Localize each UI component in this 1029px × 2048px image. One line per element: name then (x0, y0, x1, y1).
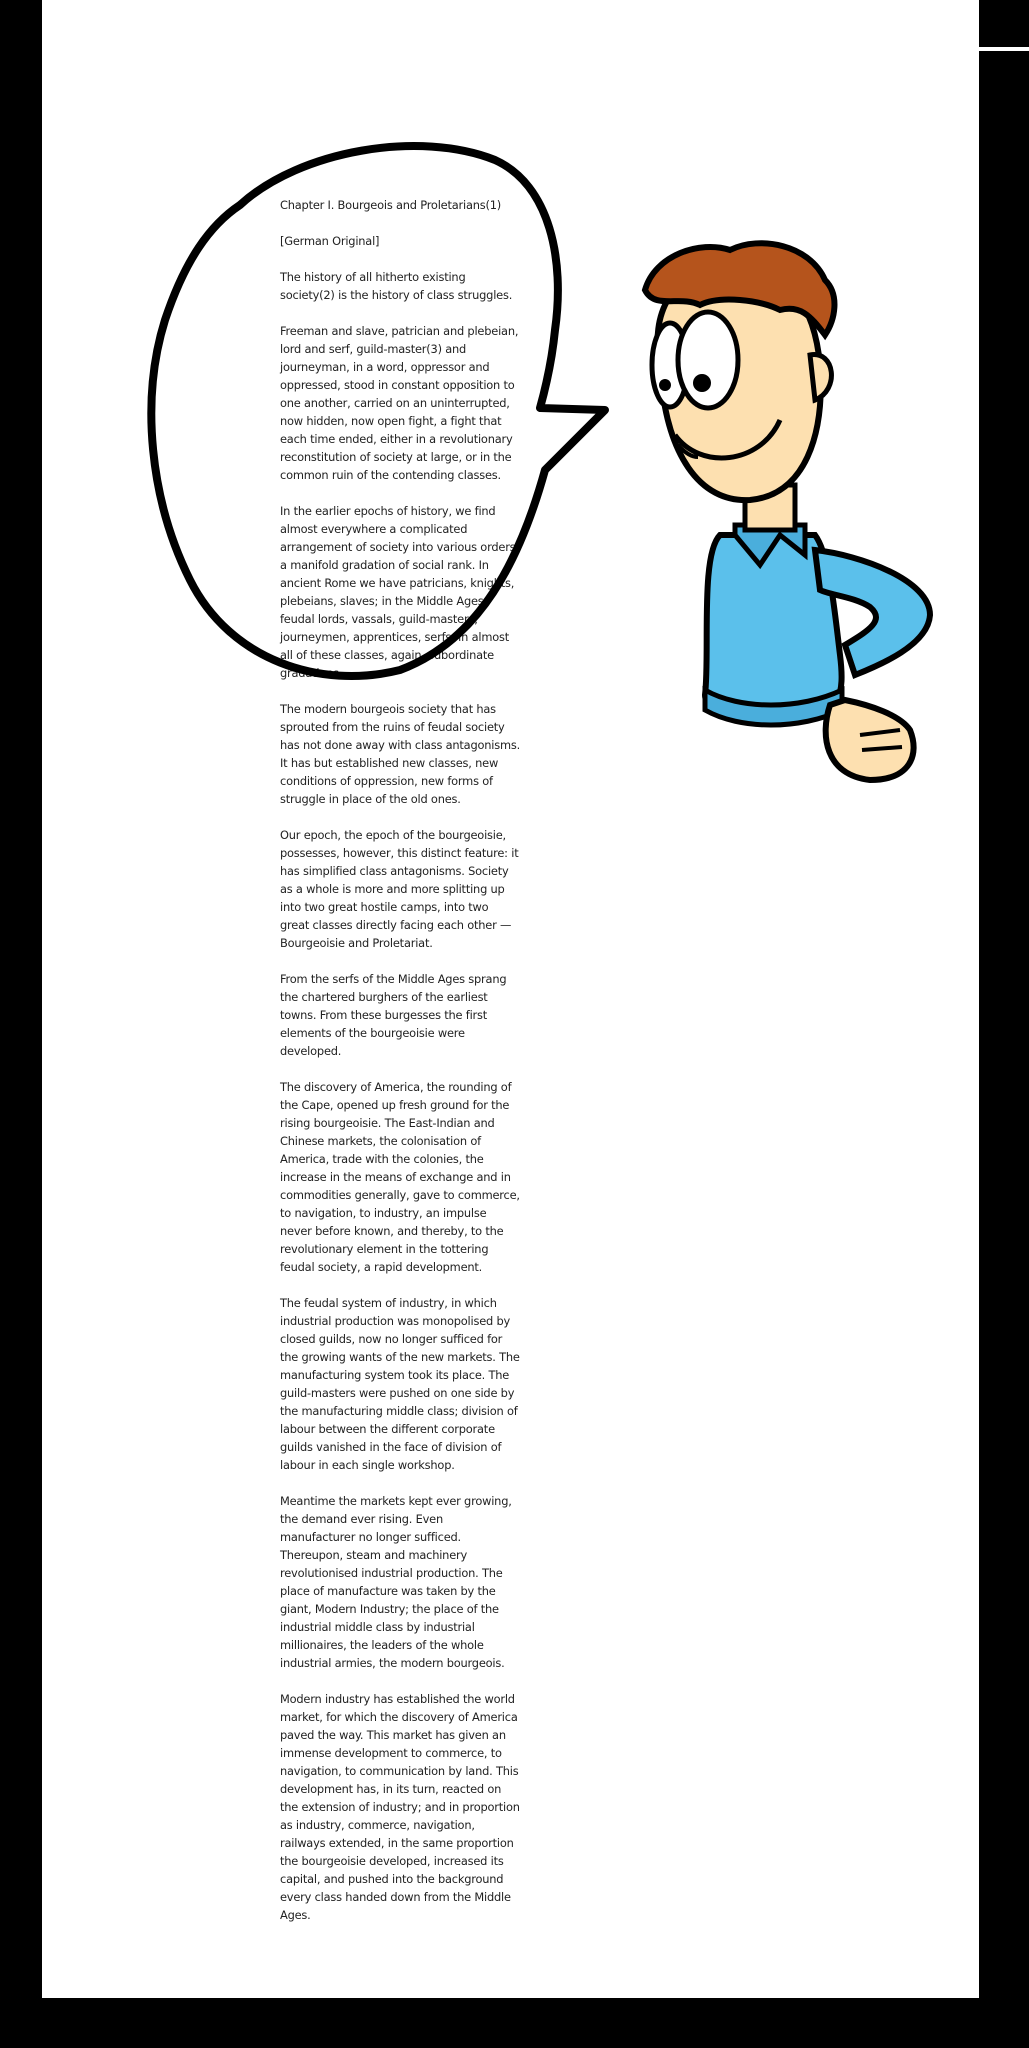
chapter-title: Chapter I. Bourgeois and Proletarians(1) (280, 198, 502, 212)
paragraph: The modern bourgeois society that has sprouted from the ruins of feudal society has not done away with class antagonisms. It has but established new classes, new conditions of oppression, new forms of struggle in place of the old ones. (280, 702, 521, 806)
paragraph: Freeman and slave, patrician and plebeian, lord and serf, guild-master(3) and journeyman, in a word, oppressor and oppressed, stood in constant opposition to one another, carried on an uninterrupted, now hidden, now open fight, a fight that each time ended, either in a revolutionary reconstitution of society at large, or in the common ruin of the contending classes. (280, 324, 519, 482)
paragraph: [German Original] (280, 234, 380, 248)
paragraph: The history of all hitherto existing society(2) is the history of class struggles. (280, 270, 513, 302)
paragraph: Modern industry has established the world market, for which the discovery of America paved the way. This market has given an immense development to commerce, to navigation, to communication by land. This development has, in its turn, reacted on the extension of industry; and in proportion as industry, commerce, navigation, railways extended, in the same proportion the bourgeoisie developed, increased its capital, and pushed into the background every class handed down from the Middle Ages. (280, 1692, 520, 1922)
paragraph: The feudal system of industry, in which industrial production was monopolised by closed guilds, now no longer sufficed for the growing wants of the new markets. The manufacturing system took its place. The guild-masters were pushed on one side by the manufacturing middle class; division of labour between the different corporate guilds vanished in the face of division of labour in each single workshop. (280, 1296, 520, 1472)
paragraph: Meantime the markets kept ever growing, the demand ever rising. Even manufacturer no longer sufficed. Thereupon, steam and machinery revolutionised industrial production. The place of manufacture was taken by the giant, Modern Industry; the place of the industrial middle class by industrial millionaires, the leaders of the whole industrial armies, the modern bourgeois. (280, 1494, 512, 1670)
paragraph: From the serfs of the Middle Ages sprang the chartered burghers of the earliest towns. From these burgesses the first elements of the bourgeoisie were developed. (280, 972, 507, 1058)
paragraph: The discovery of America, the rounding of the Cape, opened up fresh ground for the rising bourgeoisie. The East-Indian and Chinese markets, the colonisation of America, trade with the colonies, the increase in the means of exchange and in commodities generally, gave to commerce, to navigation, to industry, an impulse never before known, and thereby, to the revolutionary element in the tottering feudal society, a rapid development. (280, 1080, 520, 1274)
paragraph: Our epoch, the epoch of the bourgeoisie, possesses, however, this distinct feature: it has simplified class antagonisms. Society as a whole is more and more splitting up into two great hostile camps, into two great classes directly facing each other — Bourgeoisie and Proletariat. (280, 828, 519, 950)
frame-corner-line (979, 47, 1029, 51)
document-text (280, 196, 520, 1942)
paragraph: In the earlier epochs of history, we find almost everywhere a complicated arrangement of society into various orders, a manifold gradation of social rank. In ancient Rome we have patricians, knights, plebeians, slaves; in the Middle Ages, feudal lords, vassals, guild-masters, journeymen, apprentices, serfs; in almost all of these classes, again, subordinate gradations. (280, 504, 519, 680)
